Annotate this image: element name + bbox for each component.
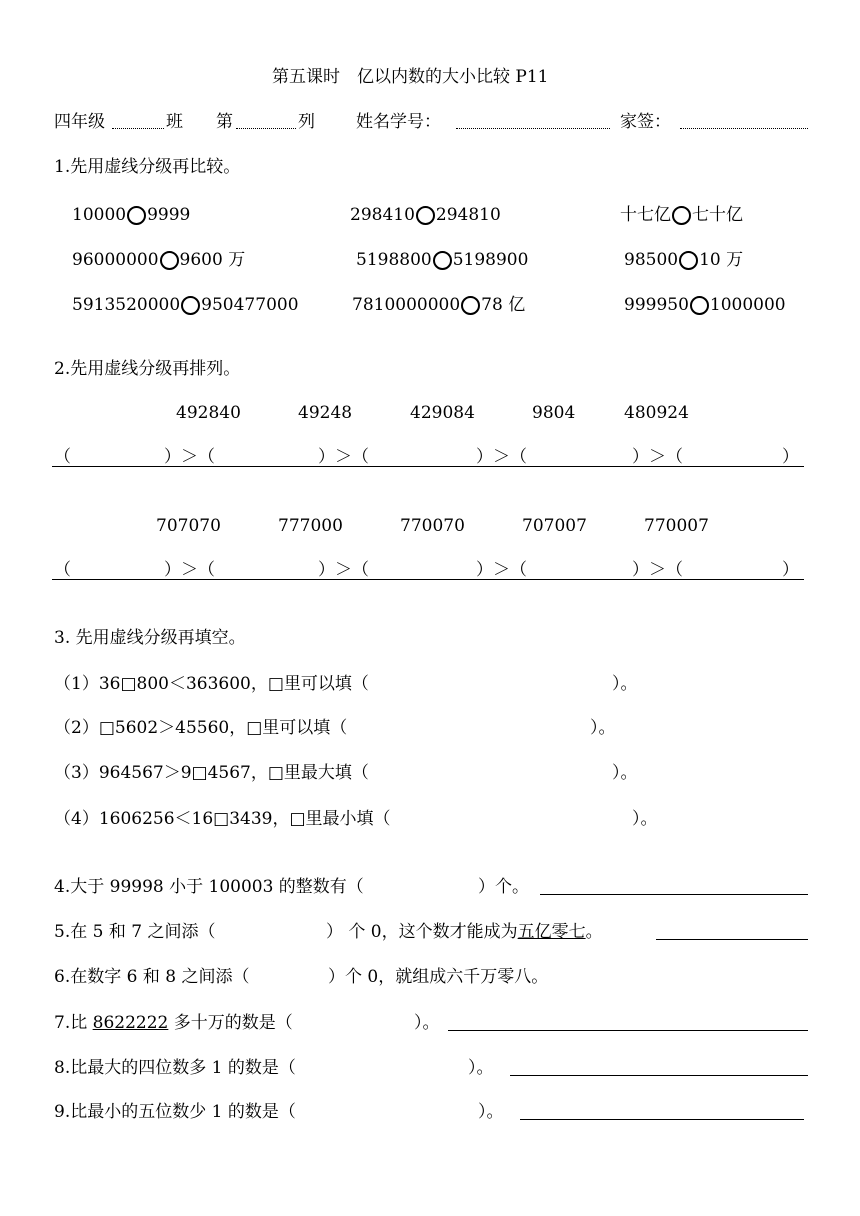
compare-circle[interactable] [672, 206, 691, 225]
right-number: 294810 [435, 205, 501, 225]
q1-heading: 1.先用虚线分级再比较。 [54, 157, 241, 177]
compare-item [72, 294, 299, 316]
gt-separator: ）＞（ [318, 560, 369, 580]
number: 9804 [532, 403, 576, 423]
number: 429084 [410, 403, 475, 423]
left-number: 5913520000 [72, 295, 181, 315]
compare-circle[interactable] [461, 296, 480, 315]
q8-text: 8.比最大的四位数多 1 的数是（ [54, 1058, 296, 1078]
q5-target-number: 五亿零七 [517, 922, 586, 942]
compare-circle[interactable] [690, 296, 709, 315]
left-number: 999950 [624, 295, 689, 315]
q8-text-end: ）。 [468, 1058, 494, 1078]
name-blank[interactable] [456, 128, 610, 129]
q3-item-end: ）。 [632, 809, 658, 829]
q5-text-mid: ） 个 0，这个数才能成为 [326, 922, 518, 942]
left-number: 298410 [350, 205, 415, 225]
number: 492840 [176, 403, 241, 423]
compare-item [356, 249, 528, 271]
compare-item [624, 249, 743, 271]
paren-close: ） [782, 560, 799, 580]
paren-open: （ [54, 560, 71, 580]
q3-item-end: ）。 [612, 763, 638, 783]
grade-label: 四年级 [54, 112, 105, 132]
left-number: 98500 [624, 250, 679, 270]
number: 49248 [298, 403, 353, 423]
compare-item [352, 294, 525, 316]
compare-circle[interactable] [433, 251, 452, 270]
right-number: 5198900 [452, 250, 529, 270]
compare-circle[interactable] [160, 251, 179, 270]
compare-circle[interactable] [127, 206, 146, 225]
right-number: 950477000 [201, 295, 299, 315]
q3-item-end: ）。 [612, 674, 638, 694]
column-blank[interactable] [236, 128, 296, 129]
number: 770007 [644, 516, 709, 536]
q5-text-tail [326, 921, 603, 943]
q7-text-mid: 多十万的数是（ [168, 1013, 293, 1033]
q5-period: 。 [585, 922, 603, 942]
q3-item-text: （3）964567＞9□4567，□里最大填（ [54, 763, 369, 783]
right-number: 10 万 [699, 250, 744, 270]
grade-blank[interactable] [112, 128, 164, 129]
answer-line[interactable] [510, 1075, 808, 1076]
paren-open: （ [54, 447, 71, 467]
lie-label: 列 [298, 112, 315, 132]
compare-circle[interactable] [416, 206, 435, 225]
q7-text: 7.比 [54, 1013, 93, 1033]
class-label: 班 [166, 112, 183, 132]
q7-number: 8622222 [92, 1013, 169, 1033]
right-number: 9600 万 [179, 250, 246, 270]
gt-separator: ）＞（ [164, 447, 215, 467]
name-label: 姓名学号： [356, 112, 441, 132]
paren-close: ） [782, 447, 799, 467]
left-number: 5198800 [356, 250, 432, 270]
gt-separator: ）＞（ [318, 447, 369, 467]
q2-heading: 2.先用虚线分级再排列。 [54, 359, 241, 379]
answer-line[interactable] [656, 939, 808, 940]
q9-text-end: ）。 [478, 1102, 504, 1122]
gt-separator: ）＞（ [476, 560, 527, 580]
number: 770070 [400, 516, 465, 536]
di-label: 第 [216, 112, 233, 132]
answer-underline [52, 579, 804, 580]
answer-line[interactable] [540, 894, 808, 895]
page-title: 第五课时 亿以内数的大小比较 P11 [272, 67, 549, 87]
gt-separator: ）＞（ [164, 560, 215, 580]
q5-text: 5.在 5 和 7 之间添（ [54, 922, 216, 942]
q6-text-end: ）个 0，就组成六千万零八。 [328, 967, 549, 987]
q3-item-text: （1）36□800＜363600，□里可以填（ [54, 674, 369, 694]
left-number: 7810000000 [352, 295, 461, 315]
q7-text-end: ）。 [414, 1013, 440, 1033]
answer-line[interactable] [520, 1119, 804, 1120]
gt-separator: ）＞（ [632, 560, 683, 580]
compare-circle[interactable] [679, 251, 698, 270]
q4-text: 4.大于 99998 小于 100003 的整数有（ [54, 877, 364, 897]
number: 480924 [624, 403, 689, 423]
left-number: 10000 [72, 205, 127, 225]
q4-text-end: ）个。 [478, 877, 529, 897]
q6-text: 6.在数字 6 和 8 之间添（ [54, 967, 250, 987]
left-number: 十七亿 [620, 205, 671, 225]
number: 707007 [522, 516, 587, 536]
number: 777000 [278, 516, 343, 536]
sign-label: 家签： [620, 112, 671, 132]
right-number: 七十亿 [692, 205, 743, 225]
compare-circle[interactable] [181, 296, 200, 315]
q3-heading: 3. 先用虚线分级再填空。 [54, 628, 246, 648]
q3-item-text: （2）□5602＞45560，□里可以填（ [54, 718, 348, 738]
compare-item [350, 204, 501, 226]
left-number: 96000000 [72, 250, 159, 270]
right-number: 78 亿 [481, 295, 526, 315]
q7-text-wrap [54, 1012, 293, 1034]
answer-underline [52, 466, 804, 467]
number: 707070 [156, 516, 221, 536]
compare-item [624, 294, 786, 316]
right-number: 9999 [147, 205, 191, 225]
compare-item [72, 249, 245, 271]
gt-separator: ）＞（ [632, 447, 683, 467]
right-number: 1000000 [709, 295, 786, 315]
compare-item [620, 204, 743, 226]
q3-item-text: （4）1606256＜16□3439，□里最小填（ [54, 809, 391, 829]
q3-item-end: ）。 [590, 718, 616, 738]
answer-line[interactable] [448, 1030, 808, 1031]
q9-text: 9.比最小的五位数少 1 的数是（ [54, 1102, 296, 1122]
compare-item [72, 204, 190, 226]
sign-blank[interactable] [680, 128, 808, 129]
gt-separator: ）＞（ [476, 447, 527, 467]
